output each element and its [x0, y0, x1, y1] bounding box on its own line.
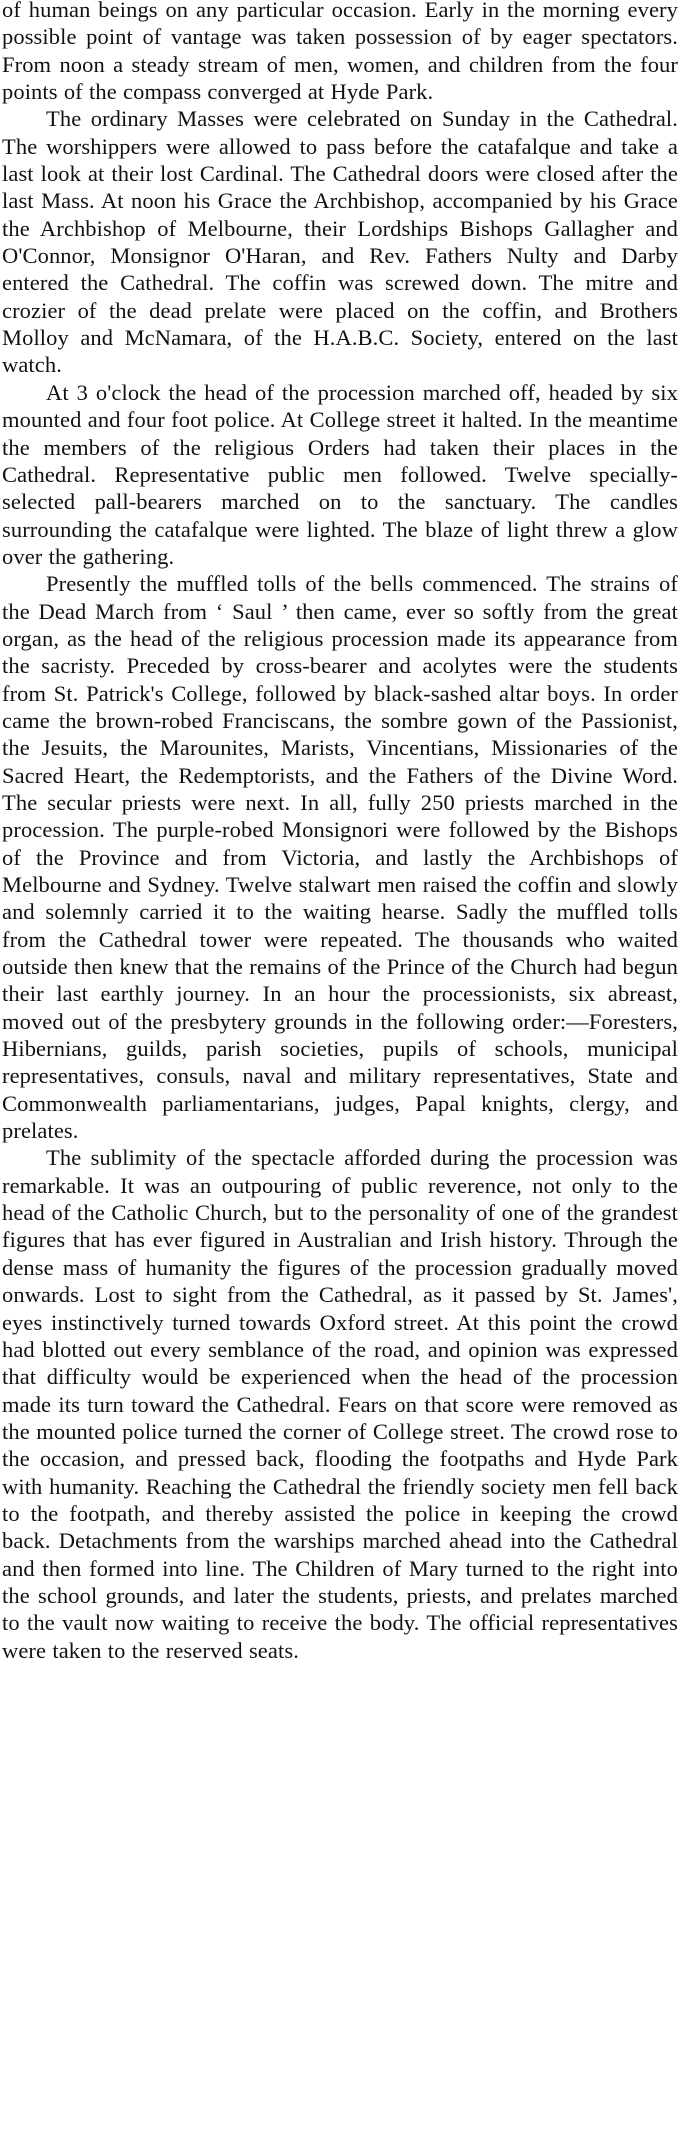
paragraph-continuation: of human beings on any particular occasion. Early in the morning every possible point of vantage was taken possession of by eager spectators. From noon a steady stream of men, women, and children from the four points of the compass converged at Hyde Park. [2, 0, 678, 105]
paragraph-cathedral-masses: The ordinary Masses were celebrated on Sunday in the Cathedral. The worshippers were allowed to pass before the catafalque and take a last look at their lost Cardinal. The Cathedral doors were closed after the last Mass. At noon his Grace the Archbishop, accompanied by his Grace the Archbishop of Melbourne, their Lordships Bishops Gallagher and O'Connor, Monsignor O'Haran, and Rev. Fathers Nulty and Darby entered the Cathedral. The coffin was screwed down. The mitre and crozier of the dead prelate were placed on the coffin, and Brothers Molloy and McNamara, of the H.A.B.C. Society, entered on the last watch. [2, 106, 678, 378]
paragraph-procession-start: At 3 o'clock the head of the procession marched off, headed by six mounted and four foot police. At College street it halted. In the meantime the members of the religious Orders had taken their places in the Cathedral. Representative public men followed. Twelve specially-selected pall-bearers marched on to the sanctuary. The candles surrounding the catafalque were lighted. The blaze of light threw a glow over the gathering. [2, 379, 678, 569]
paragraph-spectacle: The sublimity of the spectacle afforded during the procession was remarkable. It was an outpouring of public reverence, not only to the head of the Catholic Church, but to the personality of one of the grandest figures that has ever figured in Australian and Irish history. Through the dense mass of humanity the figures of the procession gradually moved onwards. Lost to sight from the Cathedral, as it passed by St. James', eyes instinctively turned towards Oxford street. At this point the crowd had blotted out every semblance of the road, and opinion was expressed that difficulty would be experienced when the head of the procession made its turn toward the Cathedral. Fears on that score were removed as the mounted police turned the corner of College street. The crowd rose to the occasion, and pressed back, flooding the footpaths and Hyde Park with humanity. Reaching the Cathedral the friendly society men fell back to the footpath, and thereby assisted the police in keeping the crowd back. Detachments from the warships marched ahead into the Cathedral and then formed into line. The Children of Mary turned to the right into the school grounds, and later the students, priests, and prelates marched to the vault now waiting to receive the body. The official representatives were taken to the reserved seats. [2, 1145, 678, 1663]
article-column [2, 0, 678, 1664]
paragraph-bells-and-procession: Presently the muffled tolls of the bells commenced. The strains of the Dead March from ‘ Saul ’ then came, ever so softly from the great organ, as the head of the religious procession made its appearance from the sacristy. Preceded by cross-bearer and acolytes were the students from St. Patrick's College, followed by black-sashed altar boys. In order came the brown-robed Franciscans, the sombre gown of the Passionist, the Jesuits, the Marounites, Marists, Vincentians, Missionaries of the Sacred Heart, the Redemptorists, and the Fathers of the Divine Word. The secular priests were next. In all, fully 250 priests marched in the procession. The purple-robed Monsignori were followed by the Bishops of the Province and from Victoria, and lastly the Archbishops of Melbourne and Sydney. Twelve stalwart men raised the coffin and slowly and solemnly carried it to the waiting hearse. Sadly the muffled tolls from the Cathedral tower were repeated. The thousands who waited outside then knew that the remains of the Prince of the Church had begun their last earthly journey. In an hour the processionists, six abreast, moved out of the presbytery grounds in the following order:—Foresters, Hibernians, guilds, parish societies, pupils of schools, municipal representatives, consuls, naval and military representatives, State and Commonwealth parliamentarians, judges, Papal knights, clergy, and prelates. [2, 571, 678, 1144]
